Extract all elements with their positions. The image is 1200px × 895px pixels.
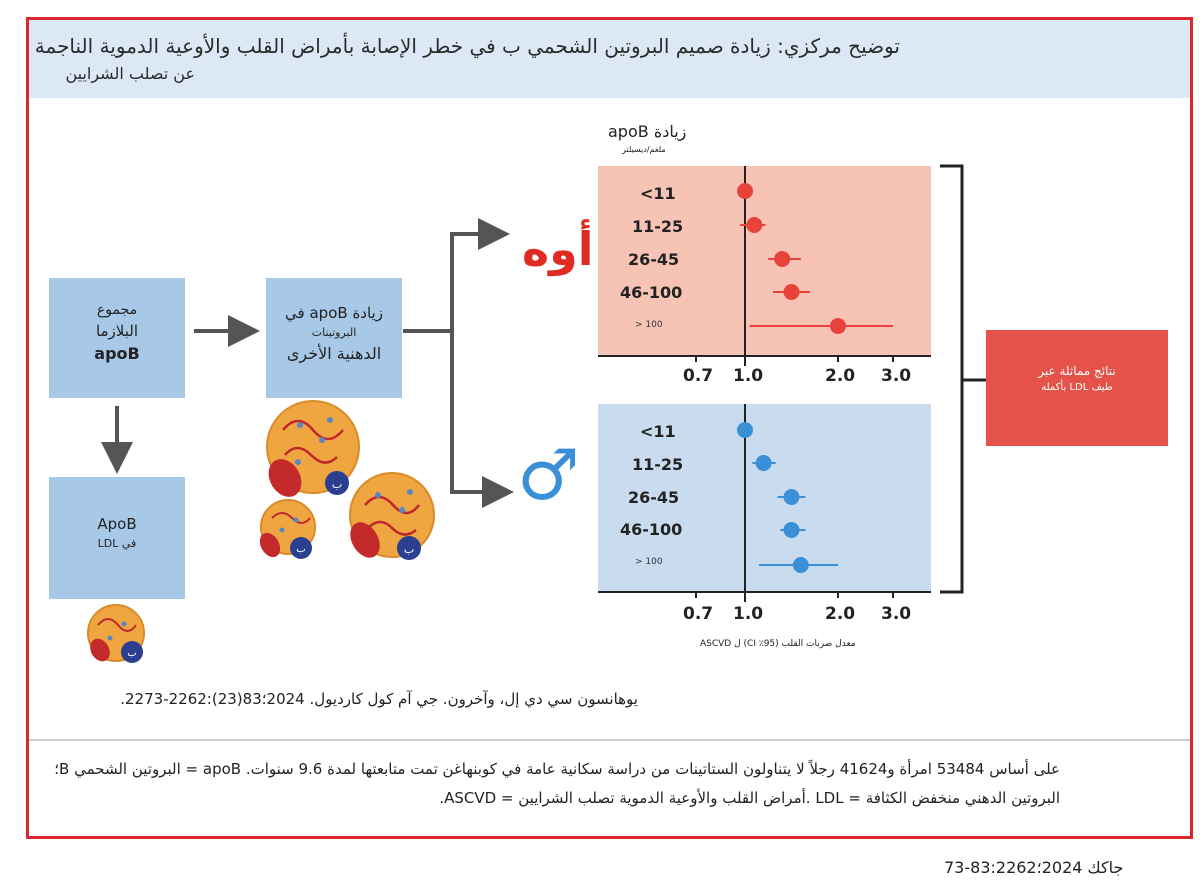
- other-box-line-1: زيادة apoB في: [285, 304, 383, 322]
- male-cat-4: 46-100: [620, 520, 683, 539]
- x-axis-label: معدل ضربات القلب (95٪ CI) ل ASCVD: [700, 639, 856, 649]
- male-point-3: [784, 522, 800, 538]
- female-point-4: [830, 318, 846, 334]
- male-tick-0.7: 0.7: [683, 604, 714, 624]
- male-point-4: [793, 557, 809, 573]
- female-point-2: [774, 251, 790, 267]
- male-cat-5: > 100: [635, 557, 663, 567]
- female-cat-5: > 100: [635, 320, 663, 330]
- male-tick-2.0: 2.0: [825, 604, 856, 624]
- male-tick-3.0: 3.0: [881, 604, 912, 624]
- conclusion-line-2: طيف LDL بأكمله: [1041, 382, 1113, 393]
- particle-label-2: ب: [296, 544, 306, 555]
- male-point-0: [737, 422, 753, 438]
- female-symbol: أوه: [522, 222, 594, 276]
- female-cat-2: 11-25: [632, 217, 684, 236]
- conclusion-box: [986, 330, 1168, 446]
- male-point-1: [756, 455, 772, 471]
- male-icon: ♂: [517, 434, 580, 516]
- male-cat-3: 26-45: [628, 488, 680, 507]
- footnote-line-2: البروتين الدهني منخفض الكثافة = LDL .أمراض القلب والأوعية الدموية تصلب الشرايين = ASCVD.: [439, 789, 1060, 807]
- title-line-1: توضيح مركزي: زيادة صميم البروتين الشحمي ب في خطر الإصابة بأمراض القلب والأوعية الدموية الناجمة: [34, 34, 900, 58]
- particle-label-4: ب: [127, 648, 137, 659]
- female-point-0: [737, 183, 753, 199]
- male-cat-2: 11-25: [632, 455, 684, 474]
- citation: يوهانسون سي دي إل، وآخرون. جي آم كول كارديول. 2024؛83(23):2262-2273.: [120, 690, 638, 708]
- ldl-box-line-2: في LDL: [97, 537, 137, 550]
- footnote-line-1: على أساس 53484 امرأة و41624 رجلاً لا يتناولون الستاتينات من دراسة سكانية عامة في كوبنهاغن تمت متابعتها لمدة 9.6 سنوات. apoB = البروتين الشحمي B؛: [54, 760, 1060, 778]
- male-cat-1: <11: [640, 422, 676, 441]
- other-box-line-2: البروتينات: [311, 326, 357, 339]
- female-point-1: [746, 217, 762, 233]
- particle-label-3: ب: [403, 543, 415, 556]
- other-box-line-3: الدهنية الأخرى: [286, 344, 382, 363]
- plasma-box-line-3: apoB: [94, 344, 140, 363]
- title-line-2: عن تصلب الشرايين: [65, 64, 195, 83]
- ldl-box-line-1: ApoB: [97, 515, 137, 533]
- female-tick-1.0: 1.0: [733, 366, 764, 386]
- forest-unit: ملغم/ديسيلتر: [622, 145, 666, 154]
- journal-reference: جاكك 2024؛83:2262-73: [944, 858, 1124, 877]
- female-tick-2.0: 2.0: [825, 366, 856, 386]
- male-point-2: [784, 489, 800, 505]
- plasma-box-line-2: البلازما: [95, 322, 139, 340]
- female-point-3: [784, 284, 800, 300]
- female-tick-0.7: 0.7: [683, 366, 714, 386]
- conclusion-line-1: نتائج مماثلة عبر: [1038, 364, 1116, 378]
- footer-divider: [29, 739, 1190, 741]
- female-cat-4: 46-100: [620, 283, 683, 302]
- male-tick-1.0: 1.0: [733, 604, 764, 624]
- plasma-box-line-1: مجموع: [96, 302, 138, 318]
- female-tick-3.0: 3.0: [881, 366, 912, 386]
- forest-title: زيادة apoB: [608, 122, 687, 141]
- particle-label-1: ب: [331, 478, 343, 491]
- female-cat-1: <11: [640, 184, 676, 203]
- female-cat-3: 26-45: [628, 250, 680, 269]
